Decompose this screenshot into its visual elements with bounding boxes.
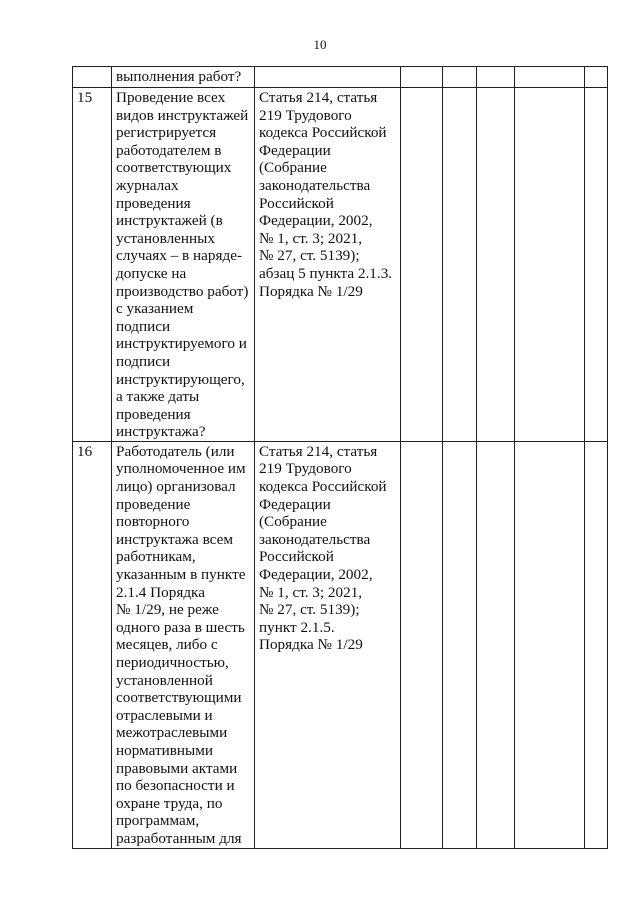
question-line: а также даты: [116, 388, 200, 406]
question-line: по безопасности и: [116, 777, 235, 795]
reference-line: кодекса Российской: [259, 124, 387, 142]
row-number: 16: [73, 441, 112, 848]
reference-line: законодательства: [259, 530, 371, 548]
question-line: Проведение всех: [116, 89, 226, 106]
reference-line: Российской: [259, 548, 334, 566]
reference-line: № 27, ст. 5139);: [259, 247, 360, 265]
question-line: подписи: [116, 352, 171, 370]
question-line: соответствующих: [116, 159, 232, 177]
question-line: инструктируемого и: [116, 335, 247, 353]
question-line: инструктирующего,: [116, 370, 245, 388]
reference-cell: [255, 67, 401, 88]
table-row: [73, 88, 608, 442]
question-line: инструктажа всем: [116, 530, 233, 548]
empty-cell: [443, 88, 477, 442]
question-line: уполномоченное им: [116, 460, 246, 478]
reference-line: законодательства: [259, 176, 371, 194]
empty-cell: [477, 67, 515, 88]
question-cell: [112, 88, 255, 442]
question-line: с указанием: [116, 300, 194, 318]
page-number: 10: [313, 37, 327, 52]
question-line: месяцев, либо с: [116, 636, 218, 654]
question-line: проведения: [116, 194, 191, 212]
question-line: регистрируется: [116, 124, 217, 142]
question-line: журналах: [116, 176, 179, 194]
question-line: правовыми актами: [116, 759, 238, 777]
question-line: работникам,: [116, 548, 196, 566]
empty-cell: [401, 441, 443, 848]
reference-line: (Собрание: [259, 159, 327, 177]
question-line: указанным в пункте: [116, 566, 246, 584]
empty-cell: [477, 441, 515, 848]
question-line: соответствующими: [116, 689, 242, 707]
reference-line: Федерации, 2002,: [259, 566, 373, 584]
question-line: лицо) организовал: [116, 478, 236, 496]
empty-cell: [443, 441, 477, 848]
empty-cell: [515, 67, 585, 88]
question-line: программам,: [116, 812, 200, 830]
reference-line: 219 Трудового: [259, 106, 352, 124]
reference-line: Федерации: [259, 141, 331, 159]
empty-cell: [443, 67, 477, 88]
question-line: нормативными: [116, 741, 213, 759]
question-line: охране труда, по: [116, 794, 223, 812]
question-line: видов инструктажей: [116, 106, 249, 124]
question-line: проведения: [116, 405, 191, 423]
question-line: работодателем в: [116, 141, 222, 159]
question-line: 2.1.4 Порядка: [116, 583, 205, 601]
reference-line: кодекса Российской: [259, 478, 387, 496]
question-line: периодичностью,: [116, 654, 229, 671]
reference-line: Федерации: [259, 495, 331, 513]
row-number: [73, 67, 112, 88]
empty-cell: [477, 88, 515, 442]
question-line: одного раза в шесть: [116, 618, 245, 636]
reference-cell: [255, 441, 401, 848]
question-line: разработанным для: [116, 829, 242, 847]
checklist-table: [72, 66, 608, 849]
question-line: случаях – в наряде-: [116, 247, 243, 265]
question-cell: [112, 441, 255, 848]
reference-line: Российской: [259, 194, 334, 212]
question-line: подписи: [116, 317, 171, 335]
question-line: повторного: [116, 513, 190, 531]
empty-cell: [515, 441, 585, 848]
question-line: производство работ): [116, 282, 249, 300]
reference-line: Порядка № 1/29: [259, 282, 363, 300]
question-line: установленной: [116, 671, 213, 689]
reference-line: № 1, ст. 3; 2021,: [259, 229, 363, 247]
question-line: установленных: [116, 229, 215, 247]
question-line: проведение: [116, 495, 191, 513]
reference-line: пункт 2.1.5.: [259, 618, 335, 636]
reference-line: № 1, ст. 3; 2021,: [259, 583, 363, 601]
question-line: инструктажей (в: [116, 212, 223, 230]
question-line: инструктажа?: [116, 423, 206, 441]
table-row: [73, 67, 608, 88]
empty-cell: [585, 441, 608, 848]
reference-line: Статья 214, статья: [259, 89, 378, 106]
reference-line: (Собрание: [259, 513, 327, 531]
question-line: допуске на: [116, 264, 187, 282]
reference-line: 219 Трудового: [259, 460, 352, 478]
empty-cell: [585, 67, 608, 88]
reference-line: Порядка № 1/29: [259, 636, 363, 654]
reference-line: абзац 5 пункта 2.1.3.: [259, 264, 393, 282]
question-line: выполнения работ?: [116, 68, 242, 85]
empty-cell: [515, 88, 585, 442]
question-line: Работодатель (или: [116, 442, 235, 460]
row-number: 15: [73, 88, 112, 442]
empty-cell: [401, 67, 443, 88]
reference-line: Статья 214, статья: [259, 442, 378, 460]
table-row: [73, 441, 608, 848]
question-line: межотраслевыми: [116, 724, 228, 742]
question-line: отраслевыми и: [116, 706, 213, 724]
reference-line: Федерации, 2002,: [259, 212, 373, 230]
empty-cell: [585, 88, 608, 442]
question-cell: [112, 67, 255, 88]
reference-cell: [255, 88, 401, 442]
empty-cell: [401, 88, 443, 442]
reference-line: № 27, ст. 5139);: [259, 601, 360, 619]
question-line: № 1/29, не реже: [116, 601, 219, 619]
